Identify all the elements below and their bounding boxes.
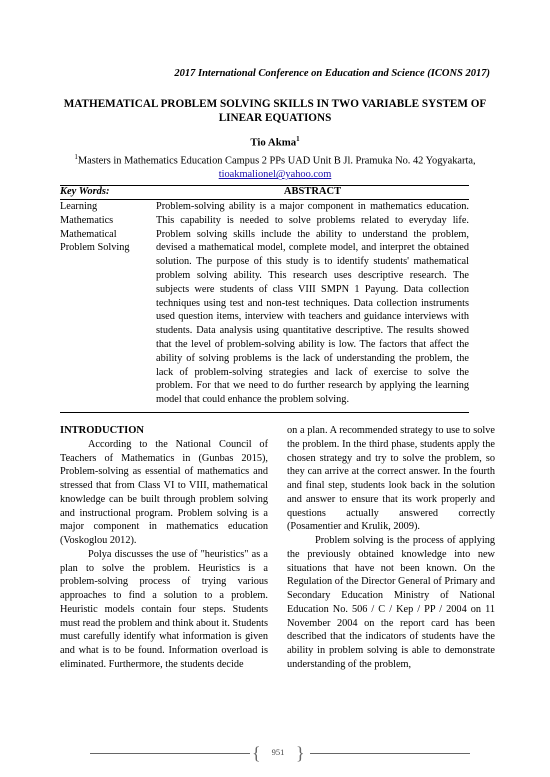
- paper-title-line-2: LINEAR EQUATIONS: [218, 112, 332, 124]
- page-footer: [90, 743, 470, 763]
- body-paragraph: Problem solving is the process of applying the previously obtained knowledge into new situations that have not been known. On the Regulation of the Director General of Primary and Secondary Education Ministry of National Education No. 506 / C / Kep / PP / 2004 on 11 November 2004 on the report card has been described that the indicators of students have the ability in problem solving is able to demonstrate understanding of the problem,: [287, 535, 495, 670]
- abstract-text: Problem-solving ability is a major component in mathematics education. This capability is needed to solve problems related to everyday life. Problem solving skills include the ability to understand the problem, devised a mathematical model, complete model, and interpret the obtained solution. The purpose of this study is to identify students' mathematical problem solving ability. This research uses descriptive research. The subjects were students of class VIII SMPN 1 Payung. Data collection techniques using test and non-test techniques. Data collection instruments used question items, interview with teachers and guidance interviews with students. Data analysis using quantitative descriptive. The results showed that the level of problem-solving ability is low. The factors that affect the ability of solving problems is the lack of understanding the problem, the lack of problem-solving strategies and lack of exercise to solve the problem. For that we need to do further research by applying the learning model that could enhance the problem solving.: [156, 201, 469, 406]
- keyword-item: Learning: [60, 201, 98, 212]
- abstract-box: [60, 185, 469, 413]
- affiliation-superscript: 1: [74, 153, 78, 161]
- abstract-heading: ABSTRACT: [283, 186, 342, 197]
- paper-title: [55, 97, 495, 125]
- footer-rule-left: [90, 753, 250, 754]
- affiliation-text: Masters in Mathematics Education Campus 2 PPs UAD Unit B Jl. Pramuka No. 42 Yogyakarta,: [77, 155, 476, 167]
- body-paragraph: According to the National Council of Teachers of Mathematics in (Gunbas 2015), Problem-solving as essential of mathematics and stressed that from Class VI to VIII, mathematical knowledge can be built through problem solving and instructional program. Problem solving is a major component in mathematics education (Voskoglou 2012).: [60, 438, 268, 546]
- affiliation: [55, 150, 495, 182]
- keyword-item: Mathematical: [60, 228, 117, 240]
- page-number: 951: [271, 747, 285, 757]
- author-name: [55, 135, 495, 149]
- body-paragraph: on a plan. A recommended strategy to use to solve the problem. In the third phase, students apply the chosen strategy and try to solve the problem, so they can arrive at the correct answer. In the fourth and final step, students look back in the solution and answer to ensure that its work properly and questions actually answered correctly (Posamentier and Krulik, 2009).: [287, 425, 495, 533]
- author-superscript: 1: [296, 135, 300, 143]
- keyword-item: Problem Solving: [60, 242, 130, 254]
- keyword-item: Mathematics: [60, 214, 114, 226]
- author-name-text: Tio Akma: [250, 136, 297, 149]
- section-heading-introduction: INTRODUCTION: [60, 425, 145, 436]
- right-brace-ornament: }: [296, 743, 305, 763]
- author-email-link[interactable]: tioakmalionel@yahoo.com: [218, 169, 332, 181]
- left-brace-ornament: {: [252, 743, 261, 763]
- paper-title-line-1: MATHEMATICAL PROBLEM SOLVING SKILLS IN TWO VARIABLE SYSTEM OF: [63, 98, 487, 110]
- body-column-left: [60, 424, 268, 672]
- keywords-list: [60, 200, 152, 255]
- footer-rule-right: [310, 753, 470, 754]
- affiliation-line: [55, 150, 495, 168]
- conference-header: 2017 International Conference on Education and Science (ICONS 2017): [174, 68, 490, 79]
- body-paragraph: Polya discusses the use of "heuristics" as a plan to solve the problem. Heuristics is a problem-solving process of trying various approaches to find a solution to a problem. Heuristic models contain four steps. Students must read the problem and think about it. Students must carefully identify what information is given and what is to be found. Information overload is eliminated. Furthermore, the students decide: [60, 548, 268, 670]
- body-column-right: [287, 424, 495, 672]
- keywords-heading: Key Words:: [60, 186, 110, 197]
